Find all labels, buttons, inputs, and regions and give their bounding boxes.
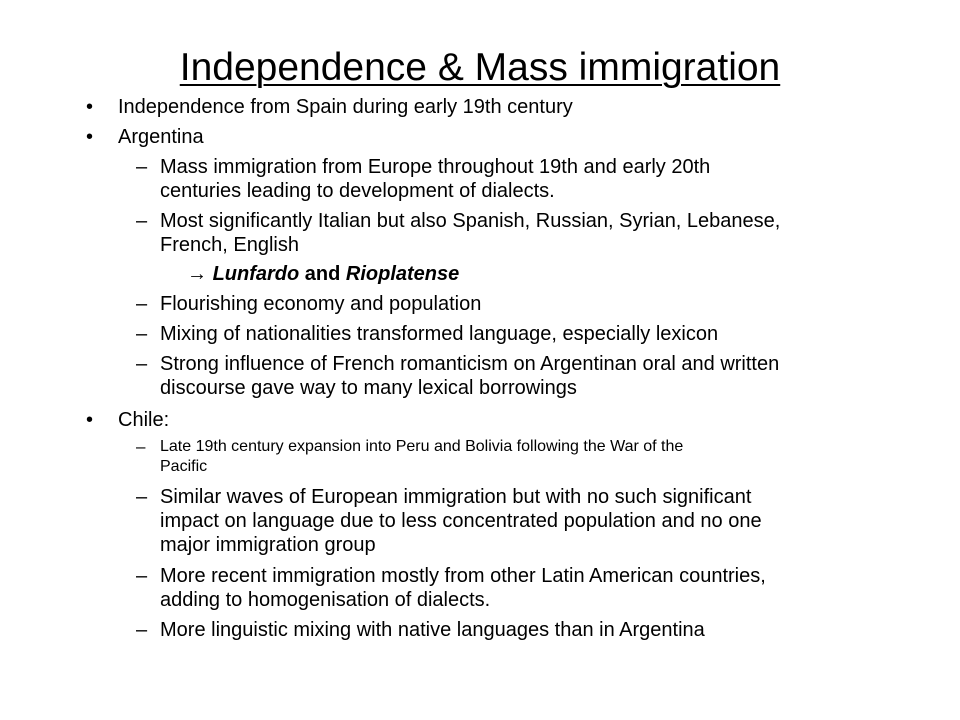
argentina-point-2-line-2: French, English xyxy=(160,234,299,256)
bullet-marker: • xyxy=(86,96,94,118)
argentina-point-1-line-2: centuries leading to development of dialects. xyxy=(160,180,555,202)
chile-point-1-line-1: Late 19th century expansion into Peru and Bolivia following the War of the xyxy=(160,438,684,455)
lunfardo-rioplatense-line xyxy=(187,262,459,286)
term-joiner: and xyxy=(304,263,341,285)
bullet-argentina: Argentina xyxy=(118,126,204,148)
chile-point-2-line-2: impact on language due to less concentrated population and no one xyxy=(160,510,762,532)
argentina-point-4-line-1: Mixing of nationalities transformed language, especially lexicon xyxy=(160,323,719,345)
term-lunfardo: Lunfardo xyxy=(212,263,300,285)
chile-point-2-line-1: Similar waves of European immigration but with no such significant xyxy=(160,486,752,508)
chile-point-4-line-1: More linguistic mixing with native languages than in Argentina xyxy=(160,619,705,641)
slide-title: Independence & Mass immigration xyxy=(179,46,781,89)
chile-point-2-line-3: major immigration group xyxy=(160,534,376,556)
bullet-marker: • xyxy=(86,409,94,431)
argentina-point-5-line-1: Strong influence of French romanticism on Argentinan oral and written xyxy=(160,353,780,375)
chile-point-3-line-2: adding to homogenisation of dialects. xyxy=(160,589,491,611)
argentina-point-5-line-2: discourse gave way to many lexical borrowings xyxy=(160,377,577,399)
dash-marker: – xyxy=(136,293,148,315)
bullet-chile: Chile: xyxy=(118,409,170,431)
argentina-point-2-line-1: Most significantly Italian but also Spanish, Russian, Syrian, Lebanese, xyxy=(160,210,781,232)
chile-point-1-line-2: Pacific xyxy=(160,458,208,475)
term-rioplatense: Rioplatense xyxy=(345,263,460,285)
dash-marker: – xyxy=(136,486,148,508)
argentina-point-1-line-1: Mass immigration from Europe throughout 19th and early 20th xyxy=(160,156,711,178)
dash-marker: – xyxy=(136,323,148,345)
dash-marker: – xyxy=(136,353,148,375)
arrow-icon: → xyxy=(187,263,207,285)
bullet-independence: Independence from Spain during early 19th century xyxy=(118,96,573,118)
argentina-point-3-line-1: Flourishing economy and population xyxy=(160,293,482,315)
dash-marker: – xyxy=(136,156,148,178)
dash-marker: – xyxy=(136,619,148,641)
bullet-marker: • xyxy=(86,126,94,148)
chile-point-3-line-1: More recent immigration mostly from other Latin American countries, xyxy=(160,565,766,587)
dash-marker: – xyxy=(136,210,148,232)
dash-marker: – xyxy=(136,437,146,456)
dash-marker: – xyxy=(136,565,148,587)
